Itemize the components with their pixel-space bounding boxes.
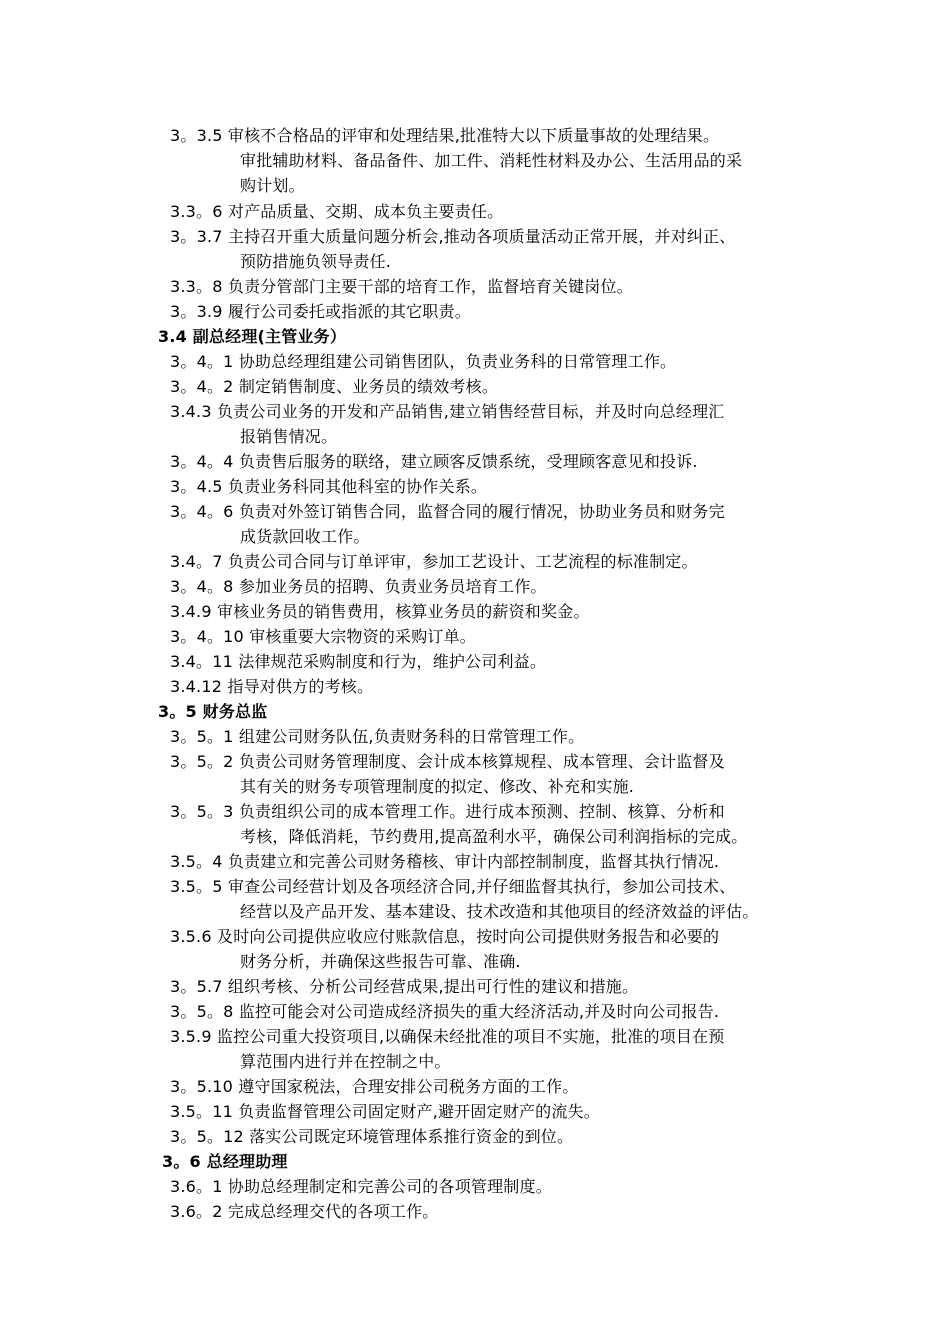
item-3-3-7-continuation: 预防措施负领导责任. [240, 252, 392, 271]
item-3-4-8: 3。4。8 参加业务员的招聘、负责业务员培育工作。 [170, 577, 547, 596]
item-3-5-1: 3。5。1 组建公司财务队伍,负责财务科的日常管理工作。 [170, 727, 585, 746]
item-3-4-7: 3.4。7 负责公司合同与订单评审，参加工艺设计、工艺流程的标准制定。 [170, 552, 698, 571]
section-heading-3-4: 3.4 副总经理(主管业务） [158, 327, 347, 346]
item-3-5-5: 3.5。5 审查公司经营计划及各项经济合同,并仔细监督其执行，参加公司技术、 [170, 877, 736, 896]
item-3-4-1: 3。4。1 协助总经理组建公司销售团队，负责业务科的日常管理工作。 [170, 352, 677, 371]
item-3-5-6-continuation: 财务分析，并确保这些报告可靠、准确. [240, 952, 521, 971]
item-3-5-7: 3。5.7 组织考核、分析公司经营成果,提出可行性的建议和措施。 [170, 977, 639, 996]
item-3-4-2: 3。4。2 制定销售制度、业务员的绩效考核。 [170, 377, 499, 396]
item-3-4-10: 3。4。10 审核重要大宗物资的采购订单。 [170, 627, 477, 646]
item-3-5-4: 3.5。4 负责建立和完善公司财务稽核、审计内部控制制度，监督其执行情况. [170, 852, 720, 871]
item-3-4-12: 3.4.12 指导对供方的考核。 [170, 677, 374, 696]
item-3-5-2: 3。5。2 负责公司财务管理制度、会计成本核算规程、成本管理、会计监督及 [170, 752, 725, 771]
item-3-5-6: 3.5.6 及时向公司提供应收应付账款信息，按时向公司提供财务报告和必要的 [170, 927, 720, 946]
item-3-4-9: 3.4.9 审核业务员的销售费用，核算业务员的薪资和奖金。 [170, 602, 590, 621]
item-3-5-8: 3。5。8 监控可能会对公司造成经济损失的重大经济活动,并及时向公司报告. [170, 1002, 720, 1021]
item-3-5-9-continuation: 算范围内进行并在控制之中。 [240, 1052, 451, 1071]
item-3-4-6: 3。4。6 负责对外签订销售合同，监督合同的履行情况，协助业务员和财务完 [170, 502, 725, 521]
item-3-4-5: 3。4.5 负责业务科同其他科室的协作关系。 [170, 477, 488, 496]
section-heading-3-5: 3。5 财务总监 [158, 702, 268, 721]
item-3-3-9: 3。3.9 履行公司委托或指派的其它职责。 [170, 302, 471, 321]
item-3-4-6-continuation: 成货款回收工作。 [240, 527, 370, 546]
item-3-3-6: 3.3。6 对产品质量、交期、成本负主要责任。 [170, 202, 504, 221]
item-3-4-3-continuation: 报销售情况。 [240, 427, 338, 446]
item-3-5-5-continuation: 经营以及产品开发、基本建设、技术改造和其他项目的经济效益的评估。 [240, 902, 759, 921]
item-3-3-5: 3。3.5 审核不合格品的评审和处理结果,批准特大以下质量事故的处理结果。 [170, 126, 720, 145]
item-3-5-11: 3.5。11 负责监督管理公司固定财产,避开固定财产的流失。 [170, 1102, 600, 1121]
item-3-5-3: 3。5。3 负责组织公司的成本管理工作。进行成本预测、控制、核算、分析和 [170, 802, 725, 821]
item-3-5-9: 3.5.9 监控公司重大投资项目,以确保未经批准的项目不实施，批准的项目在预 [170, 1027, 725, 1046]
item-3-3-8: 3.3。8 负责分管部门主要干部的培育工作，监督培育关键岗位。 [170, 277, 633, 296]
item-3-4-3: 3.4.3 负责公司业务的开发和产品销售,建立销售经营目标，并及时向总经理汇 [170, 402, 725, 421]
item-3-4-11: 3.4。11 法律规范采购制度和行为，维护公司利益。 [170, 652, 547, 671]
item-3-4-4: 3。4。4 负责售后服务的联络，建立顾客反馈系统，受理顾客意见和投诉. [170, 452, 698, 471]
item-3-5-12: 3。5。12 落实公司既定环境管理体系推行资金的到位。 [170, 1127, 574, 1146]
item-3-3-7: 3。3.7 主持召开重大质量问题分析会,推动各项质量活动正常开展，并对纠正、 [170, 227, 736, 246]
item-3-5-3-continuation: 考核，降低消耗，节约费用,提高盈利水平，确保公司利润指标的完成。 [240, 827, 748, 846]
item-3-3-5-continuation: 审批辅助材料、备品备件、加工件、消耗性材料及办公、生活用品的采 [240, 151, 743, 170]
item-3-3-5-continuation: 购计划。 [240, 176, 305, 195]
item-3-5-2-continuation: 其有关的财务专项管理制度的拟定、修改、补充和实施. [240, 777, 635, 796]
item-3-6-2: 3.6。2 完成总经理交代的各项工作。 [170, 1202, 439, 1221]
section-heading-3-6: 3。6 总经理助理 [162, 1152, 288, 1171]
item-3-6-1: 3.6。1 协助总经理制定和完善公司的各项管理制度。 [170, 1177, 552, 1196]
item-3-5-10: 3。5.10 遵守国家税法，合理安排公司税务方面的工作。 [170, 1077, 579, 1096]
